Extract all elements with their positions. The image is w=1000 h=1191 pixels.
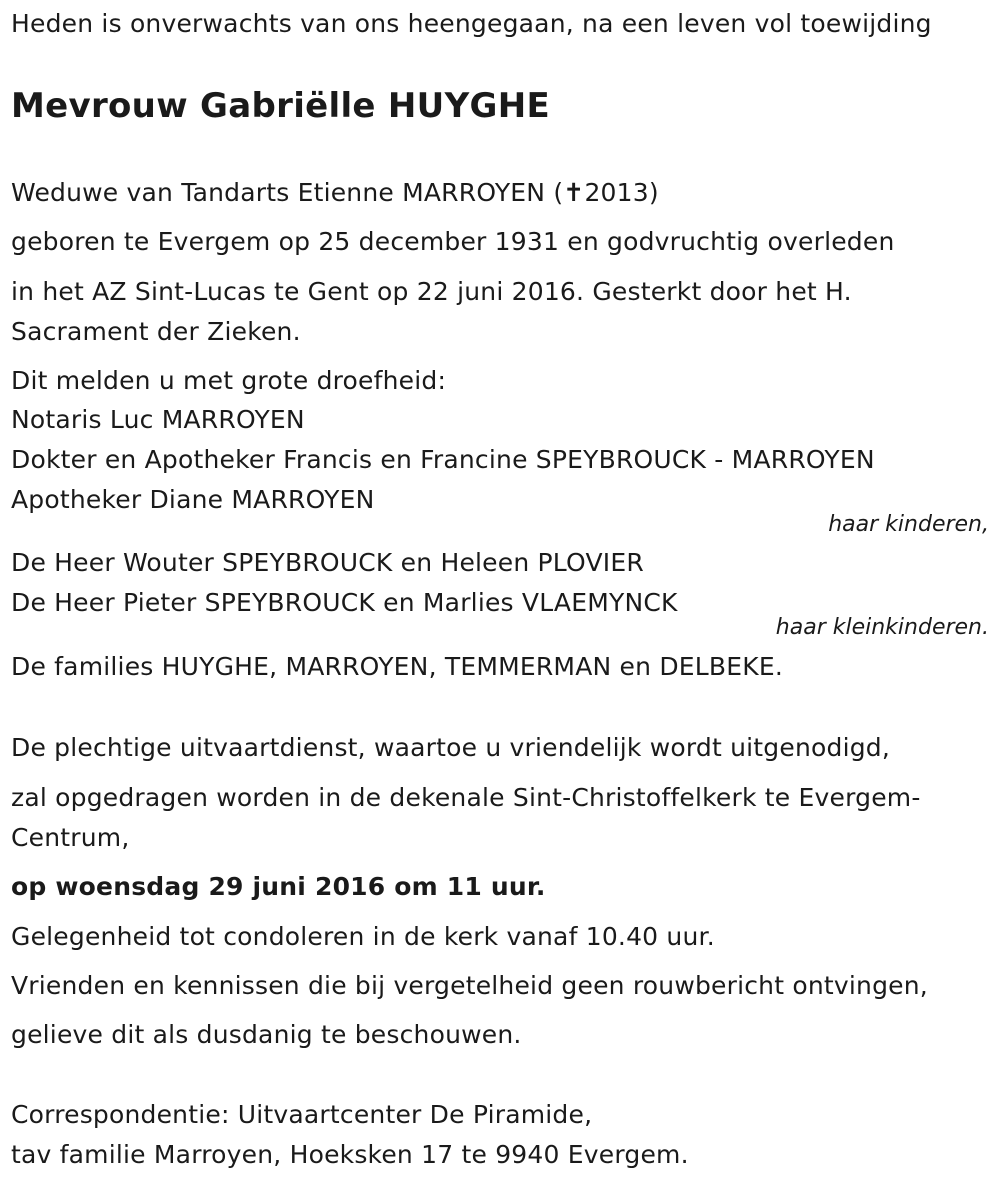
death-line-1: in het AZ Sint-Lucas te Gent op 22 juni 2016. Gesterkt door het H. xyxy=(11,277,852,306)
friends-line-1: Vrienden en kennissen die bij vergetelheid geen rouwbericht ontvingen, xyxy=(11,971,928,1000)
condolence-line: Gelegenheid tot condoleren in de kerk vanaf 10.40 uur. xyxy=(11,922,715,951)
correspondence-line-2: tav familie Marroyen, Hoeksken 17 te 9940 Evergem. xyxy=(11,1140,689,1169)
death-line-2: Sacrament der Zieken. xyxy=(11,317,301,346)
children-label: haar kinderen, xyxy=(828,512,989,537)
grandchildren-label: haar kleinkinderen. xyxy=(775,615,989,640)
intro-text: Heden is onverwachts van ons heengegaan, na een leven vol toewijding xyxy=(11,9,932,38)
service-line-3: Centrum, xyxy=(11,823,130,852)
service-line-1: De plechtige uitvaartdienst, waartoe u vriendelijk wordt uitgenodigd, xyxy=(11,733,890,762)
announce-line: Dit melden u met grote droefheid: xyxy=(11,366,447,395)
deceased-name: Mevrouw Gabriëlle HUYGHE xyxy=(11,86,550,126)
grandchild-name: De Heer Pieter SPEYBROUCK en Marlies VLAEMYNCK xyxy=(11,588,678,617)
grandchild-name: De Heer Wouter SPEYBROUCK en Heleen PLOVIER xyxy=(11,548,644,577)
child-name: Apotheker Diane MARROYEN xyxy=(11,485,375,514)
service-line-2: zal opgedragen worden in de dekenale Sint-Christoffelkerk te Evergem- xyxy=(11,783,921,812)
child-name: Notaris Luc MARROYEN xyxy=(11,405,305,434)
friends-line-2: gelieve dit als dusdanig te beschouwen. xyxy=(11,1020,522,1049)
service-date: op woensdag 29 juni 2016 om 11 uur. xyxy=(11,872,546,901)
birth-line: geboren te Evergem op 25 december 1931 en godvruchtig overleden xyxy=(11,227,895,256)
widow-line: Weduwe van Tandarts Etienne MARROYEN (✝2013) xyxy=(11,178,659,207)
families-line: De families HUYGHE, MARROYEN, TEMMERMAN en DELBEKE. xyxy=(11,652,783,681)
correspondence-line-1: Correspondentie: Uitvaartcenter De Piramide, xyxy=(11,1100,593,1129)
child-name: Dokter en Apotheker Francis en Francine SPEYBROUCK - MARROYEN xyxy=(11,445,875,474)
